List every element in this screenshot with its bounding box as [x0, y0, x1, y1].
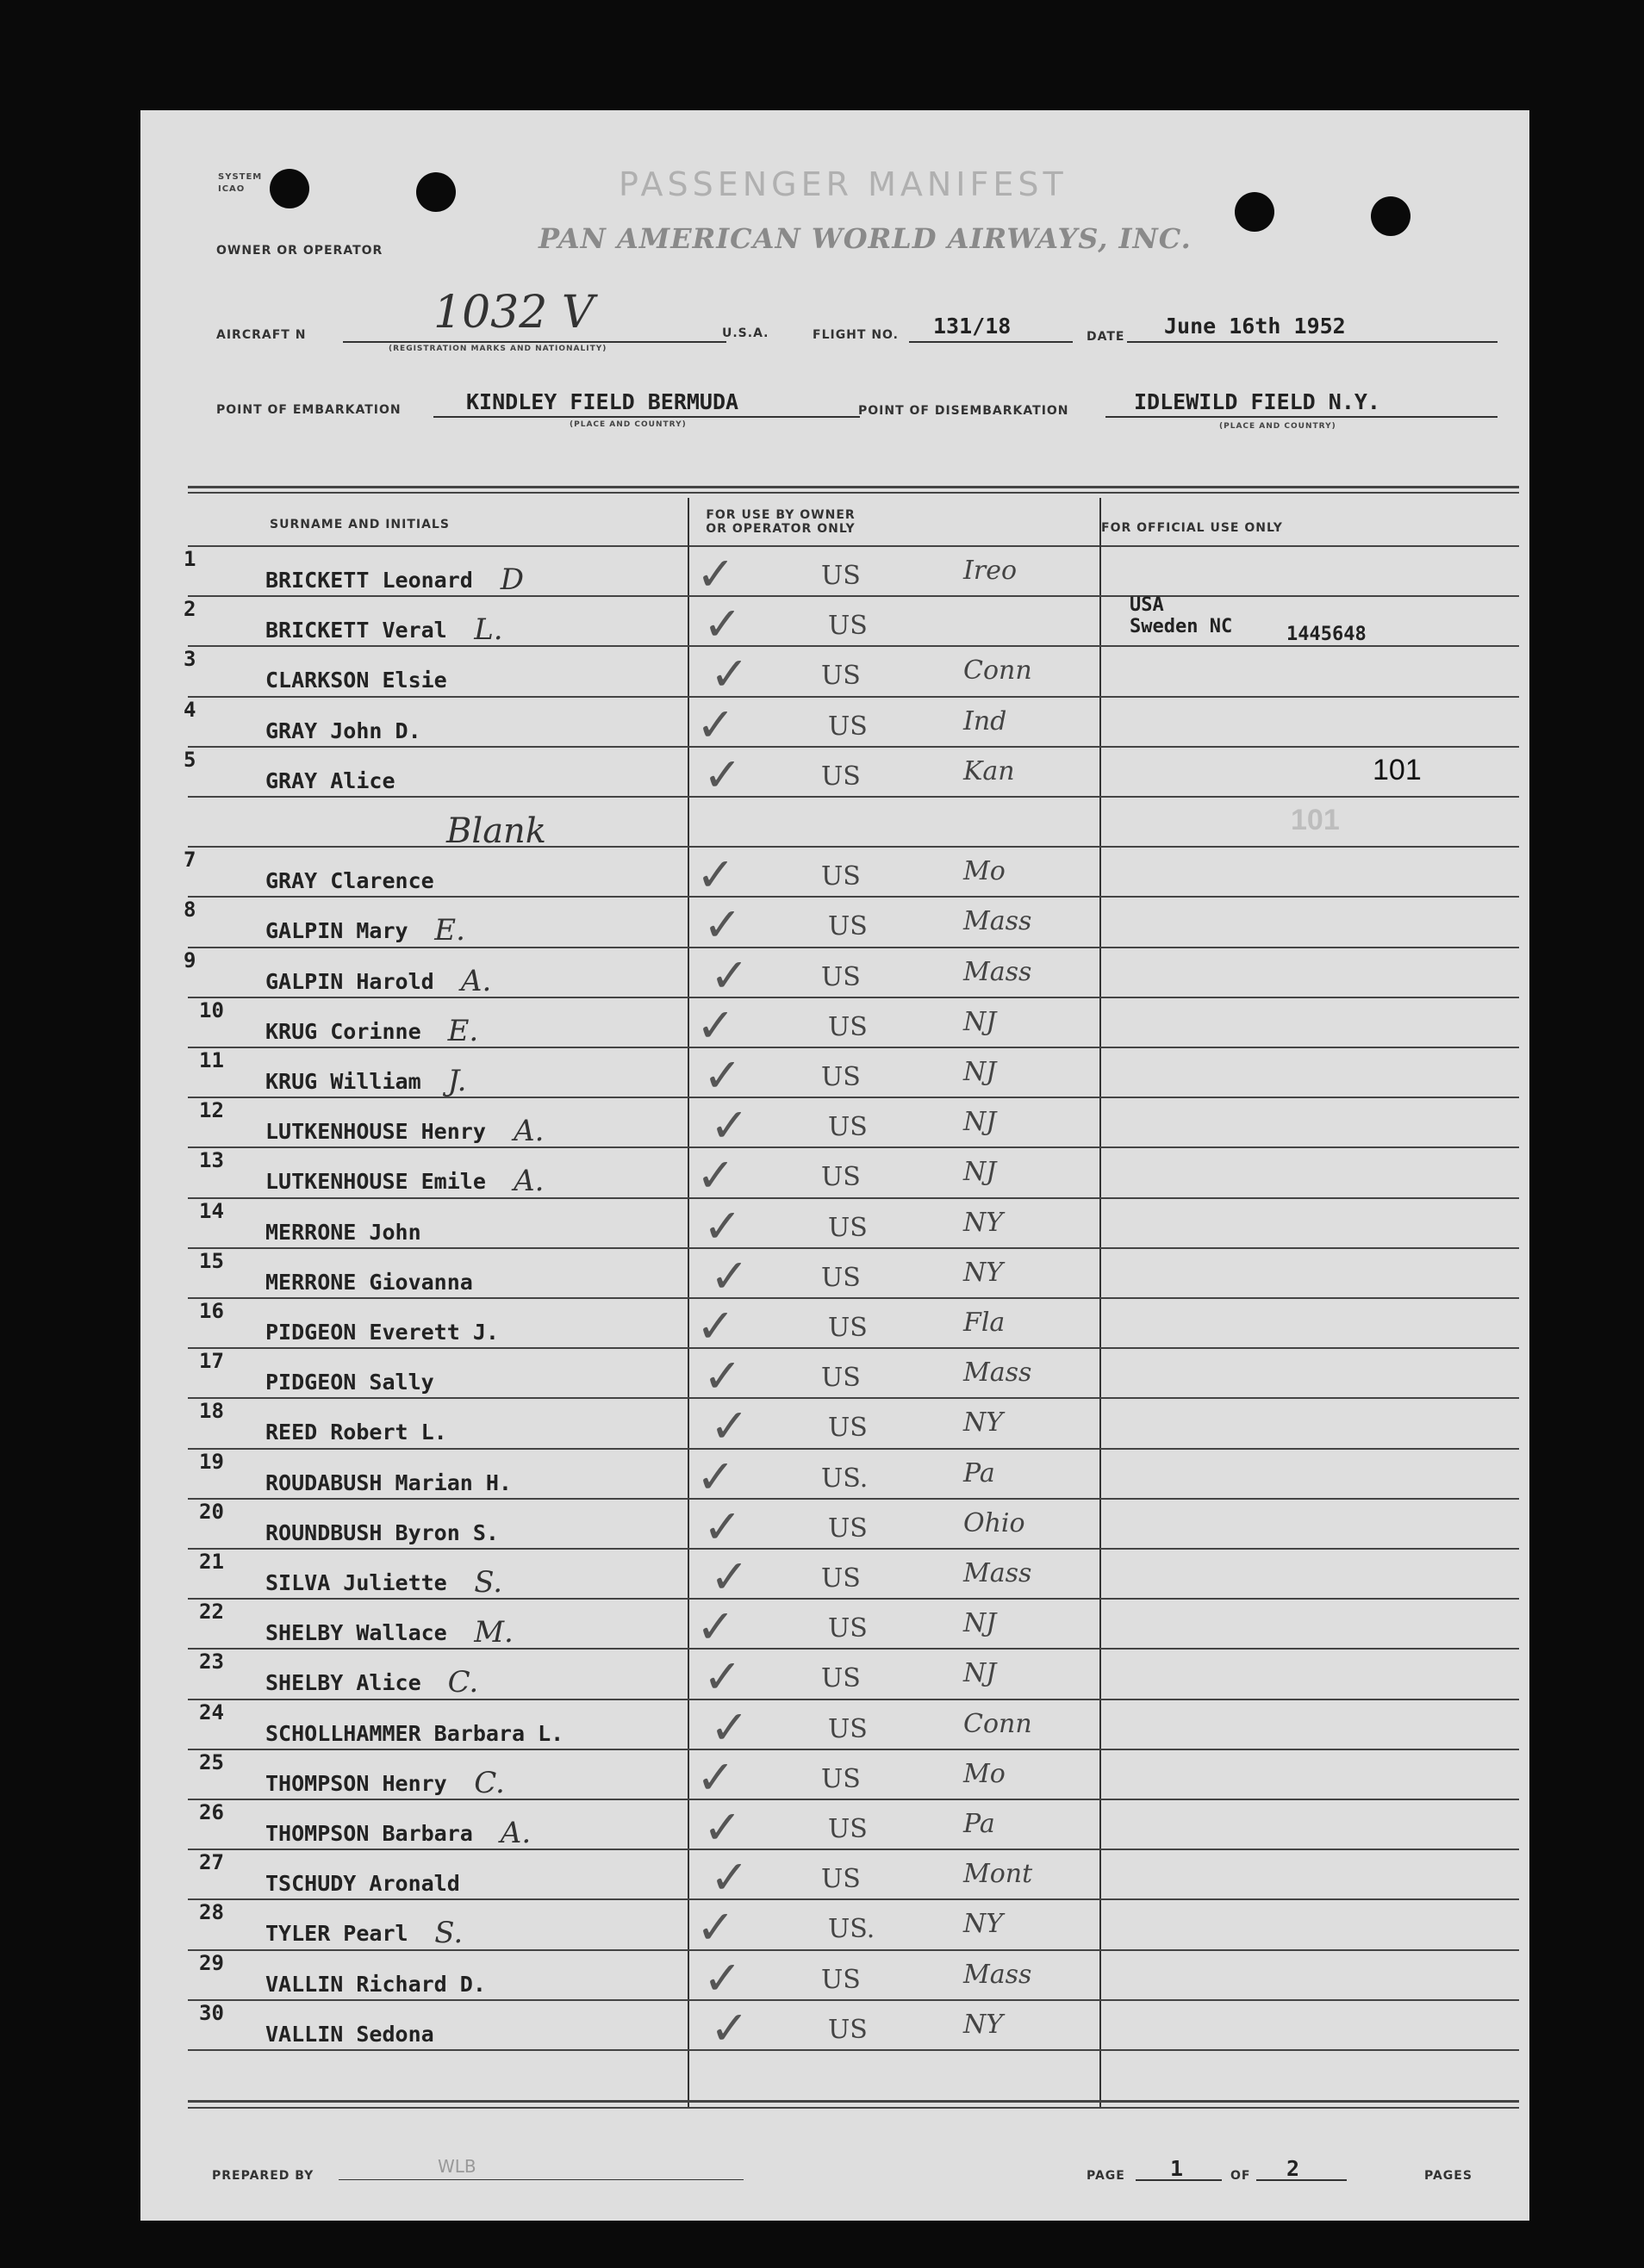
- row-number: 19: [199, 1449, 224, 1474]
- nationality: US.: [828, 1914, 875, 1945]
- check-mark-icon: ✓: [710, 948, 750, 1003]
- page-label: PAGE: [1087, 2169, 1125, 2183]
- check-mark-icon: ✓: [696, 1749, 736, 1805]
- page-total: 2: [1286, 2156, 1300, 2181]
- check-mark-icon: ✓: [703, 1349, 743, 1404]
- passenger-initial: C.: [474, 1765, 505, 1800]
- passenger-initial: A.: [460, 963, 492, 998]
- col-owner-line1: FOR USE BY OWNER: [706, 508, 856, 522]
- row-number: 15: [199, 1248, 224, 1273]
- row-divider: [188, 1799, 1519, 1800]
- aircraft-value: 1032 V: [433, 287, 595, 339]
- residence: Mont: [963, 1859, 1033, 1890]
- check-mark-icon: ✓: [703, 747, 743, 802]
- passenger-name: GRAY Clarence: [265, 868, 434, 894]
- col-official: FOR OFFICIAL USE ONLY: [1101, 521, 1283, 535]
- check-mark-icon: ✓: [703, 1048, 743, 1103]
- row-divider: [188, 696, 1519, 698]
- aircraft-label: AIRCRAFT N: [216, 328, 307, 342]
- row-number: 25: [199, 1749, 224, 1774]
- row-divider: [188, 1448, 1519, 1450]
- passenger-initial: S.: [474, 1565, 503, 1600]
- row-divider: [188, 1648, 1519, 1650]
- residence: Ireo: [963, 556, 1018, 586]
- passenger-name: CLARKSON Elsie: [265, 668, 447, 693]
- check-mark-icon: ✓: [703, 1650, 743, 1705]
- passenger-initial: D: [500, 562, 525, 597]
- passenger-name: TYLER Pearl: [265, 1921, 408, 1947]
- row-divider: [188, 1849, 1519, 1850]
- residence: Ind: [963, 705, 1007, 736]
- punch-hole: [1371, 196, 1410, 236]
- nationality: US: [821, 561, 861, 591]
- registration-note: (REGISTRATION MARKS AND NATIONALITY): [389, 345, 607, 353]
- passenger-name: SHELBY Wallace: [265, 1620, 447, 1646]
- passenger-name: PIDGEON Sally: [265, 1370, 434, 1395]
- row-number: 30: [199, 2000, 224, 2025]
- row-divider: [188, 595, 1519, 597]
- nationality: US: [828, 611, 868, 642]
- row-divider: [188, 1097, 1519, 1098]
- nationality: US: [828, 1613, 868, 1644]
- date-value: June 16th 1952: [1164, 314, 1346, 339]
- passenger-name: LUTKENHOUSE Henry: [265, 1119, 486, 1145]
- residence: Pa: [963, 1809, 995, 1839]
- row-number: 28: [199, 1900, 224, 1925]
- passenger-name: KRUG Corinne: [265, 1018, 421, 1044]
- punch-hole: [270, 169, 309, 208]
- row-number: 18: [199, 1399, 224, 1424]
- page-number: 1: [1170, 2156, 1184, 2181]
- nationality: US: [828, 1513, 868, 1544]
- passenger-name: SCHOLLHAMMER Barbara L.: [265, 1720, 564, 1746]
- row-number: 27: [199, 1850, 224, 1875]
- passenger-initial: L.: [474, 612, 503, 648]
- row-number: 20: [199, 1499, 224, 1524]
- check-mark-icon: ✓: [710, 1399, 750, 1454]
- embark-label: POINT OF EMBARKATION: [216, 403, 402, 417]
- nationality: US: [821, 1162, 861, 1193]
- residence: NJ: [963, 1608, 997, 1639]
- stamp-line: SYSTEM: [218, 172, 263, 182]
- official-code-faint: 101: [1291, 804, 1340, 836]
- row-number: 9: [184, 948, 196, 972]
- residence: Kan: [963, 755, 1015, 786]
- residence: Mass: [963, 1358, 1032, 1389]
- residence: NY: [963, 1207, 1004, 1238]
- residence: Conn: [963, 656, 1032, 687]
- residence: Mass: [963, 1959, 1032, 1990]
- airline-name: PAN AMERICAN WORLD AIRWAYS, INC.: [539, 222, 1192, 255]
- passenger-name: GALPIN Harold: [265, 968, 434, 994]
- row-number: 7: [184, 848, 196, 873]
- disembark-label: POINT OF DISEMBARKATION: [858, 404, 1069, 418]
- passenger-name: REED Robert L.: [265, 1420, 447, 1445]
- residence: Mass: [963, 956, 1032, 987]
- check-mark-icon: ✓: [696, 547, 736, 601]
- passenger-name: VALLIN Richard D.: [265, 1971, 486, 1997]
- passenger-initial: C.: [447, 1665, 479, 1700]
- nationality: US: [821, 661, 861, 692]
- residence: NY: [963, 2009, 1004, 2040]
- passenger-initial: J.: [447, 1064, 467, 1098]
- passenger-name: VALLIN Sedona: [265, 2021, 434, 2047]
- check-mark-icon: ✓: [696, 1148, 736, 1203]
- row-number: 5: [184, 747, 196, 772]
- residence: Conn: [963, 1708, 1032, 1739]
- nationality: US: [821, 1763, 861, 1794]
- usa-label: U.S.A.: [722, 326, 769, 340]
- nationality: US: [828, 1011, 868, 1042]
- row-divider: [188, 1749, 1519, 1750]
- row-number: 24: [199, 1699, 224, 1724]
- row-divider: [188, 645, 1519, 647]
- row-number: 3: [184, 647, 196, 672]
- check-mark-icon: ✓: [710, 2000, 750, 2055]
- of-label: OF: [1230, 2169, 1251, 2183]
- row-number: 16: [199, 1299, 224, 1323]
- row-number: 22: [199, 1600, 224, 1625]
- passenger-name: SHELBY Alice: [265, 1670, 421, 1696]
- row-number: 4: [184, 697, 196, 722]
- row-number: 13: [199, 1148, 224, 1173]
- nationality: US: [821, 1964, 861, 1995]
- check-mark-icon: ✓: [703, 1800, 743, 1855]
- row-divider: [188, 1598, 1519, 1600]
- residence: NJ: [963, 1006, 997, 1037]
- flight-value: 131/18: [933, 314, 1012, 339]
- passenger-name: LUTKENHOUSE Emile: [265, 1169, 486, 1195]
- residence: NY: [963, 1407, 1004, 1438]
- residence: NJ: [963, 1057, 997, 1087]
- check-mark-icon: ✓: [703, 898, 743, 953]
- flight-label: FLIGHT NO.: [813, 328, 899, 342]
- nationality: US: [821, 761, 861, 792]
- nationality: US: [821, 961, 861, 992]
- passenger-name: GRAY Alice: [265, 767, 395, 793]
- residence: Mo: [963, 1758, 1006, 1789]
- residence: NY: [963, 1909, 1004, 1940]
- nationality: US: [821, 861, 861, 892]
- nationality: US: [821, 1262, 861, 1293]
- residence: Mo: [963, 856, 1006, 887]
- manifest-sheet: [140, 110, 1529, 2221]
- check-mark-icon: ✓: [710, 1550, 750, 1604]
- row-number: 10: [199, 997, 224, 1022]
- row-divider: [188, 1699, 1519, 1700]
- passenger-initial: A.: [500, 1816, 532, 1850]
- row-number: 26: [199, 1800, 224, 1824]
- check-mark-icon: ✓: [696, 697, 736, 752]
- passenger-name: THOMPSON Henry: [265, 1770, 447, 1796]
- row-divider: [188, 1949, 1519, 1951]
- residence: NJ: [963, 1658, 997, 1689]
- passenger-name: BRICKETT Veral: [265, 618, 447, 643]
- pages-label: PAGES: [1424, 2169, 1473, 2183]
- check-mark-icon: ✓: [703, 597, 743, 652]
- official-country: USA: [1130, 594, 1164, 616]
- punch-hole: [1235, 192, 1274, 232]
- nationality: US: [828, 1112, 868, 1143]
- nationality: US.: [821, 1463, 869, 1494]
- nationality: US: [821, 1062, 861, 1092]
- check-mark-icon: ✓: [703, 1198, 743, 1253]
- row-divider: [188, 1999, 1519, 2001]
- residence: NJ: [963, 1157, 997, 1188]
- row-number: 23: [199, 1650, 224, 1675]
- row-divider: [188, 746, 1519, 748]
- nationality: US: [828, 2014, 868, 2045]
- nationality: US: [828, 1713, 868, 1744]
- date-label: DATE: [1087, 330, 1125, 344]
- check-mark-icon: ✓: [696, 1600, 736, 1655]
- place-note: (PLACE AND COUNTRY): [570, 420, 687, 429]
- passenger-name: KRUG William: [265, 1069, 421, 1094]
- row-divider: [188, 1047, 1519, 1048]
- check-mark-icon: ✓: [696, 1299, 736, 1353]
- official-code: 101: [1373, 754, 1422, 786]
- passenger-initial: E.: [434, 913, 465, 948]
- official-country: Sweden NC: [1130, 616, 1233, 637]
- row-number: 21: [199, 1550, 224, 1574]
- passenger-initial: M.: [474, 1615, 514, 1650]
- residence: Pa: [963, 1457, 995, 1488]
- row-number: 29: [199, 1950, 224, 1975]
- row-divider: [188, 1146, 1519, 1148]
- passenger-name: TSCHUDY Aronald: [265, 1871, 460, 1897]
- row-divider: [188, 1498, 1519, 1500]
- row-divider: [188, 846, 1519, 848]
- check-mark-icon: ✓: [696, 1449, 736, 1504]
- row-divider: [188, 947, 1519, 948]
- owner-label: OWNER OR OPERATOR: [216, 244, 383, 258]
- row-divider: [188, 1197, 1519, 1199]
- passenger-name: THOMPSON Barbara: [265, 1821, 473, 1846]
- nationality: US: [828, 1413, 868, 1444]
- nationality: US: [828, 1814, 868, 1844]
- punch-hole: [416, 172, 456, 212]
- row-number: 1: [184, 547, 196, 571]
- disembark-value: IDLEWILD FIELD N.Y.: [1134, 389, 1380, 414]
- nationality: US: [821, 1363, 861, 1394]
- check-mark-icon: ✓: [703, 1950, 743, 2005]
- nationality: US: [821, 1864, 861, 1895]
- nationality: US: [828, 1212, 868, 1243]
- col-owner-line2: OR OPERATOR ONLY: [706, 522, 856, 536]
- row-divider: [188, 1548, 1519, 1550]
- nationality: US: [821, 1563, 861, 1594]
- passenger-initial: A.: [514, 1164, 545, 1199]
- stamp-line: ICAO: [218, 184, 246, 194]
- passenger-name: GRAY John D.: [265, 718, 421, 743]
- row-divider: [188, 2049, 1519, 2051]
- passenger-name: MERRONE John: [265, 1219, 421, 1245]
- place-note: (PLACE AND COUNTRY): [1219, 422, 1336, 431]
- row-divider: [188, 1297, 1519, 1299]
- check-mark-icon: ✓: [703, 1499, 743, 1554]
- residence: NY: [963, 1257, 1004, 1288]
- passenger-name: PIDGEON Everett J.: [265, 1320, 499, 1345]
- row-number: 12: [199, 1098, 224, 1123]
- row-divider: [188, 1347, 1519, 1349]
- check-mark-icon: ✓: [710, 1699, 750, 1755]
- passenger-name: BRICKETT Leonard: [265, 568, 473, 593]
- nationality: US: [828, 711, 868, 742]
- prepared-label: PREPARED BY: [212, 2169, 314, 2183]
- row-divider: [188, 997, 1519, 998]
- check-mark-icon: ✓: [696, 1900, 736, 1955]
- passenger-name: GALPIN Mary: [265, 918, 408, 944]
- nationality: US: [828, 1313, 868, 1343]
- embark-value: KINDLEY FIELD BERMUDA: [466, 389, 739, 414]
- passenger-name: MERRONE Giovanna: [265, 1269, 473, 1295]
- row-number: 17: [199, 1349, 224, 1374]
- residence: Mass: [963, 1558, 1032, 1588]
- check-mark-icon: ✓: [710, 1248, 750, 1303]
- check-mark-icon: ✓: [696, 848, 736, 903]
- row-number: 2: [184, 597, 196, 622]
- nationality: US: [828, 911, 868, 942]
- residence: Mass: [963, 906, 1032, 937]
- row-divider: [188, 896, 1519, 898]
- row-number: 14: [199, 1198, 224, 1223]
- residence: Ohio: [963, 1507, 1025, 1538]
- passenger-initial: S.: [434, 1916, 464, 1951]
- passenger-initial: A.: [514, 1114, 545, 1149]
- blank-note: Blank: [446, 811, 547, 851]
- official-cert-number: 1445648: [1286, 624, 1367, 645]
- check-mark-icon: ✓: [710, 1850, 750, 1905]
- check-mark-icon: ✓: [710, 647, 750, 702]
- row-divider: [188, 1397, 1519, 1399]
- row-divider: [188, 796, 1519, 798]
- passenger-initial: E.: [447, 1013, 479, 1048]
- prepared-value: WLB: [438, 2156, 476, 2177]
- check-mark-icon: ✓: [710, 1098, 750, 1153]
- page-title: PASSENGER MANIFEST: [619, 165, 1068, 203]
- check-mark-icon: ✓: [696, 997, 736, 1053]
- residence: Fla: [963, 1308, 1006, 1338]
- row-divider: [188, 1898, 1519, 1900]
- passenger-name: ROUNDBUSH Byron S.: [265, 1519, 499, 1545]
- row-number: 11: [199, 1048, 224, 1072]
- residence: NJ: [963, 1107, 997, 1138]
- row-divider: [188, 1247, 1519, 1249]
- row-number: 8: [184, 898, 196, 923]
- col-surname: SURNAME AND INITIALS: [270, 518, 450, 531]
- passenger-name: SILVA Juliette: [265, 1570, 447, 1595]
- passenger-name: ROUDABUSH Marian H.: [265, 1470, 512, 1495]
- nationality: US: [821, 1663, 861, 1694]
